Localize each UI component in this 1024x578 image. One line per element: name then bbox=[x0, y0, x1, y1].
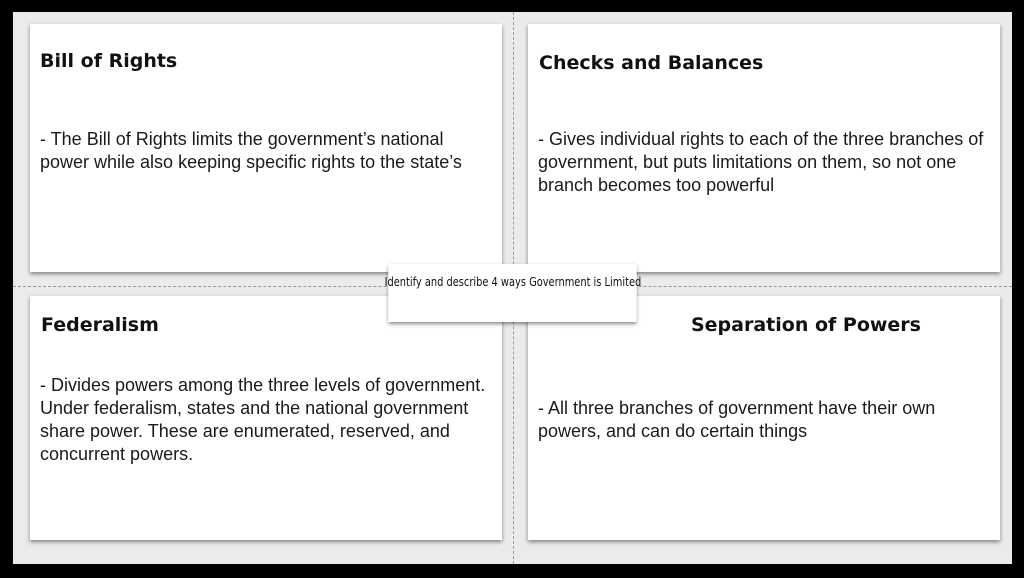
bill-of-rights-body: - The Bill of Rights limits the government’s national power while also keeping specific rights to the state’s bbox=[40, 129, 462, 172]
separation-of-powers-body: - All three branches of government have their own powers, and can do certain things bbox=[538, 398, 936, 441]
center-prompt-text: Identify and describe 4 ways Government is Limited bbox=[384, 275, 642, 289]
separation-of-powers-title: Separation of Powers bbox=[690, 314, 921, 336]
center-prompt-box bbox=[384, 264, 642, 322]
bill-of-rights-card bbox=[30, 24, 502, 272]
checks-and-balances-title: Checks and Balances bbox=[539, 52, 764, 74]
bill-of-rights-title: Bill of Rights bbox=[40, 50, 178, 72]
checks-and-balances-body: - Gives individual rights to each of the three branches of government, but puts limitations on them, so not one branch becomes too powerful bbox=[538, 129, 984, 195]
checks-and-balances-card bbox=[528, 24, 1000, 272]
slide bbox=[13, 12, 1012, 564]
federalism-body: - Divides powers among the three levels of government. Under federalism, states and the national government share power. These are enumerated, reserved, and concurrent powers. bbox=[40, 375, 486, 464]
federalism-card bbox=[30, 296, 502, 540]
federalism-title: Federalism bbox=[41, 314, 159, 336]
separation-of-powers-card bbox=[528, 296, 1000, 540]
